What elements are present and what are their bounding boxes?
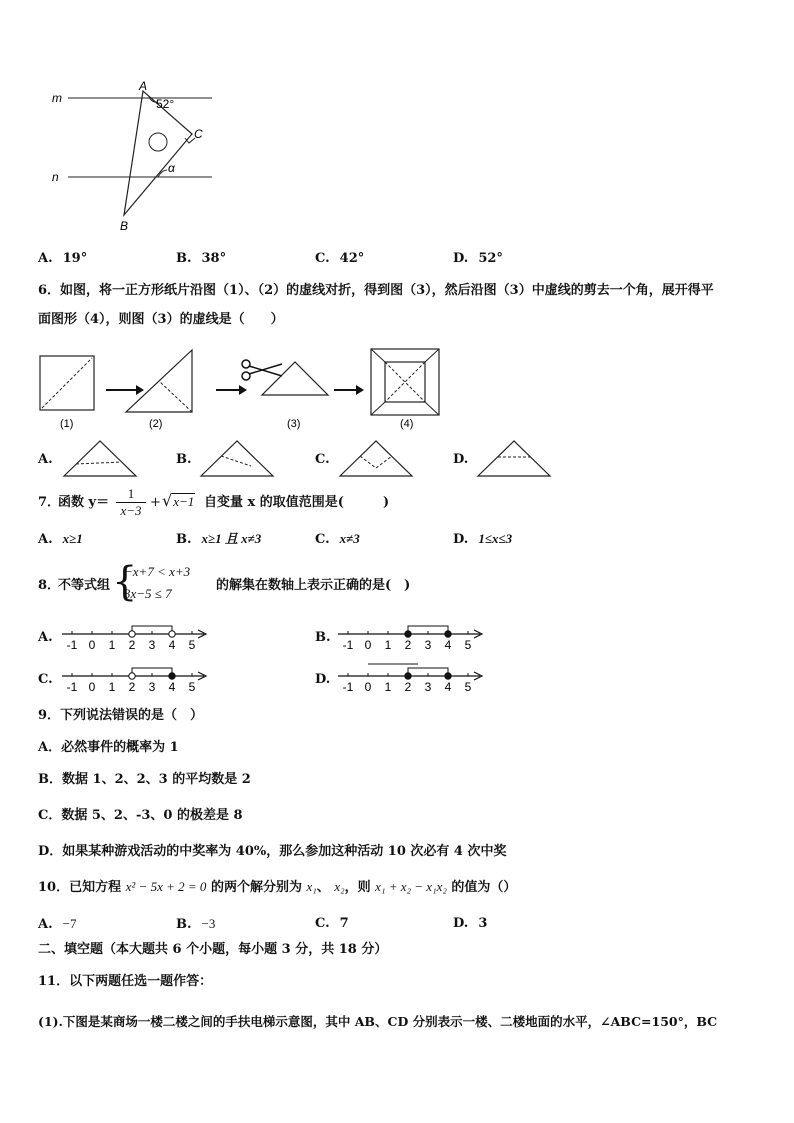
q6-option-a[interactable]: A. xyxy=(38,452,53,467)
endpoint-from xyxy=(405,631,411,637)
tick-label: -1 xyxy=(66,680,78,694)
fig-label-2: (2) xyxy=(149,418,163,430)
q6-option-d-shape[interactable] xyxy=(476,438,554,480)
tick-label: 2 xyxy=(404,680,412,694)
q5-option-b[interactable]: B. 38° xyxy=(176,251,227,266)
q7-option-d[interactable]: D. 1≤x≤3 xyxy=(453,531,513,547)
q11-sub1: (1).下图是某商场一楼二楼之间的手扶电梯示意图，其中 AB、CD 分别表示一楼、二楼地面的水平，∠ABC=150°，BC xyxy=(38,1014,718,1029)
tick-label: 4 xyxy=(444,680,452,694)
fig-label-1: (1) xyxy=(60,418,74,430)
scissors-icon xyxy=(242,360,282,380)
endpoint-to xyxy=(445,673,451,679)
endpoint-from xyxy=(129,631,135,637)
q5-option-d[interactable]: D. 52° xyxy=(453,251,503,266)
q5-figure xyxy=(40,78,230,238)
q9-title: 9．下列说法错误的是（ ） xyxy=(38,708,204,723)
fig-label-3: (3) xyxy=(287,418,301,430)
label-c: C xyxy=(194,127,203,141)
endpoint-from xyxy=(129,673,135,679)
q8-option-b[interactable]: B. xyxy=(315,630,331,645)
fig1-dash xyxy=(42,358,92,408)
tick-label: 4 xyxy=(168,680,176,694)
q8-number-line-d[interactable] xyxy=(336,660,488,696)
tick-label: -1 xyxy=(342,638,354,652)
label-b: B xyxy=(120,219,129,233)
tick-label: 5 xyxy=(464,680,472,694)
q6-text-line1: 6．如图，将一正方形纸片沿图（1）、（2）的虚线对折，得到图（3），然后沿图（3）中虚线的剪去一个角，展开得平 xyxy=(38,283,714,298)
q8-number-line-b[interactable] xyxy=(336,618,488,654)
tick-label: 1 xyxy=(108,680,116,694)
endpoint-to xyxy=(169,631,175,637)
q6-option-c-shape[interactable] xyxy=(338,438,416,480)
tick-label: 5 xyxy=(464,638,472,652)
arrow-3-head xyxy=(356,385,364,395)
q9-option-a[interactable]: A．必然事件的概率为 1 xyxy=(38,740,179,755)
q7-sqrt: √x−1 xyxy=(162,491,195,510)
tick-label: 3 xyxy=(148,638,156,652)
arrow-2-head xyxy=(239,385,247,395)
q6-figure-strip xyxy=(34,344,444,432)
tick-label: 5 xyxy=(188,638,196,652)
q9-option-b[interactable]: B．数据 1、2、2、3 的平均数是 2 xyxy=(38,772,251,787)
q8-number-line-c[interactable] xyxy=(60,660,212,696)
q9-option-d[interactable]: D．如果某种游戏活动的中奖率为 40%，那么参加这种活动 10 次必有 4 次中奖 xyxy=(38,844,507,859)
endpoint-to xyxy=(169,673,175,679)
label-n: n xyxy=(52,170,59,184)
q10-option-d[interactable]: D. 3 xyxy=(453,916,488,931)
q10-option-c[interactable]: C. 7 xyxy=(315,916,349,931)
tick-label: 2 xyxy=(404,638,412,652)
tick-label: 4 xyxy=(444,638,452,652)
q7-option-b[interactable]: B. x≥1 且 x≠3 xyxy=(176,531,262,547)
tick-label: 1 xyxy=(384,638,392,652)
q6-option-c[interactable]: C. xyxy=(315,452,330,467)
hole-circle xyxy=(149,133,167,151)
tick-label: 0 xyxy=(88,638,96,652)
q6-option-d[interactable]: D. xyxy=(453,452,469,467)
fig2-dash xyxy=(159,381,192,412)
q6-option-a-shape[interactable] xyxy=(62,438,140,480)
tick-label: -1 xyxy=(342,680,354,694)
q8-brace: { xyxy=(112,559,138,605)
tick-label: 2 xyxy=(128,638,136,652)
tick-label: 1 xyxy=(384,680,392,694)
tick-label: 3 xyxy=(424,638,432,652)
tick-label: 0 xyxy=(88,680,96,694)
q7-option-a[interactable]: A. x≥1 xyxy=(38,531,83,547)
q6-text-line2: 面图形（4），则图（3）的虚线是（ ） xyxy=(38,312,284,327)
label-a: A xyxy=(139,79,148,93)
label-m: m xyxy=(52,91,62,105)
q8-option-c[interactable]: C. xyxy=(38,672,53,687)
tick-label: 5 xyxy=(188,680,196,694)
tick-label: 3 xyxy=(424,680,432,694)
q9-option-c[interactable]: C．数据 5、2、-3、0 的极差是 8 xyxy=(38,808,243,823)
q11-title: 11．以下两题任选一题作答： xyxy=(38,974,213,989)
q10-stem: 10．已知方程 x² − 5x + 2 = 0 的两个解分别为 x₁、 x₂，则 x₁ + x₂ − x₁x₂ 的值为（） xyxy=(38,879,517,895)
tick-label: 4 xyxy=(168,638,176,652)
q6-option-b[interactable]: B. xyxy=(176,452,192,467)
q10-option-b[interactable]: B. −3 xyxy=(176,916,216,932)
q7-option-c[interactable]: C. x≠3 xyxy=(315,531,360,547)
tick-label: 2 xyxy=(128,680,136,694)
q10-option-a[interactable]: A. −7 xyxy=(38,916,77,932)
fig4-shape xyxy=(371,349,439,415)
tick-label: 0 xyxy=(364,638,372,652)
arrow-1-head xyxy=(136,385,144,395)
section-2-title: 二、填空题（本大题共 6 个小题，每小题 3 分，共 18 分） xyxy=(38,942,388,957)
fig-label-4: (4) xyxy=(400,418,414,430)
tick-label: 1 xyxy=(108,638,116,652)
tick-label: 3 xyxy=(148,680,156,694)
tick-label: -1 xyxy=(66,638,78,652)
tick-label: 0 xyxy=(364,680,372,694)
q5-option-a[interactable]: A. 19° xyxy=(38,251,88,266)
q7-fraction: 1 x−3 xyxy=(116,487,146,518)
q5-option-c[interactable]: C. 42° xyxy=(315,251,365,266)
endpoint-to xyxy=(445,631,451,637)
endpoint-from xyxy=(405,673,411,679)
q8-option-d[interactable]: D. xyxy=(315,672,331,687)
q8-option-a[interactable]: A. xyxy=(38,630,53,645)
label-alpha: α xyxy=(168,161,175,175)
q8-number-line-a[interactable] xyxy=(60,618,212,654)
q6-option-b-shape[interactable] xyxy=(199,438,277,480)
label-52: 52° xyxy=(156,97,175,111)
